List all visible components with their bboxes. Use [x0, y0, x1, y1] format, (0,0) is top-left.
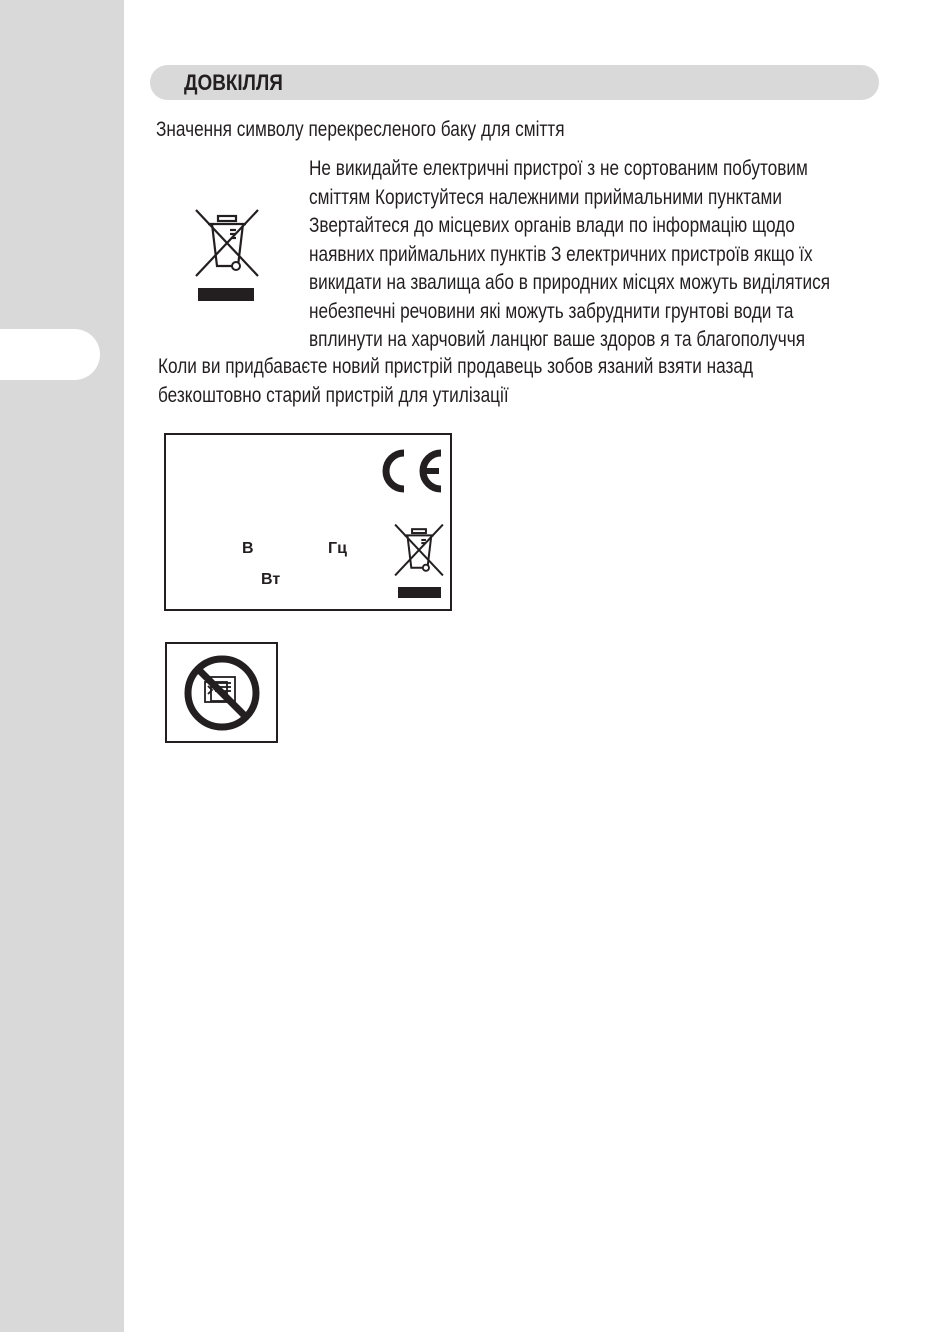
weee-subtitle: Значення символу перекресленого баку для сміття: [156, 118, 565, 141]
crossed-bin-icon: [194, 208, 260, 278]
frequency-unit-label: Гц: [328, 540, 347, 557]
paragraph-line: Коли ви придбаваєте новий пристрій продавець зобов язаний взяти назад: [158, 355, 754, 378]
paragraph-line: небезпечні речовини які можуть забруднити грунтові води та: [309, 299, 794, 323]
plate-crossed-bin-icon: [392, 523, 446, 577]
paragraph-line: безкоштовно старий пристрій для утилізації: [158, 383, 509, 407]
power-unit-label: Вт: [261, 571, 281, 588]
voltage-unit-label: В: [242, 540, 254, 557]
disposal-paragraph: [309, 155, 830, 355]
take-back-paragraph: [158, 353, 753, 410]
side-tab: [0, 329, 100, 380]
paragraph-line: вплинути на харчовий ланцюг ваше здоров я та благополуччя: [309, 328, 806, 351]
paragraph-line: Не викидайте електричні пристрої з не сортованим побутовим: [309, 157, 808, 180]
section-title: ДОВКІЛЛЯ: [184, 70, 283, 95]
plate-bin-underline-bar: [398, 587, 441, 598]
ce-mark-icon: [373, 446, 445, 496]
bin-underline-bar: [198, 288, 254, 301]
paragraph-line: Звертайтеся до місцевих органів влади по інформацію щодо: [309, 214, 795, 237]
paragraph-line: сміттям Користуйтеся належними приймальними пунктами: [309, 185, 782, 209]
side-band: [0, 0, 124, 1332]
paragraph-line: викидати на звалища або в природних місцях можуть виділятися: [309, 271, 831, 294]
no-paper-prohibition-icon: [181, 652, 263, 734]
paragraph-line: наявних приймальних пунктів З електричних пристроїв якщо їх: [309, 242, 813, 266]
